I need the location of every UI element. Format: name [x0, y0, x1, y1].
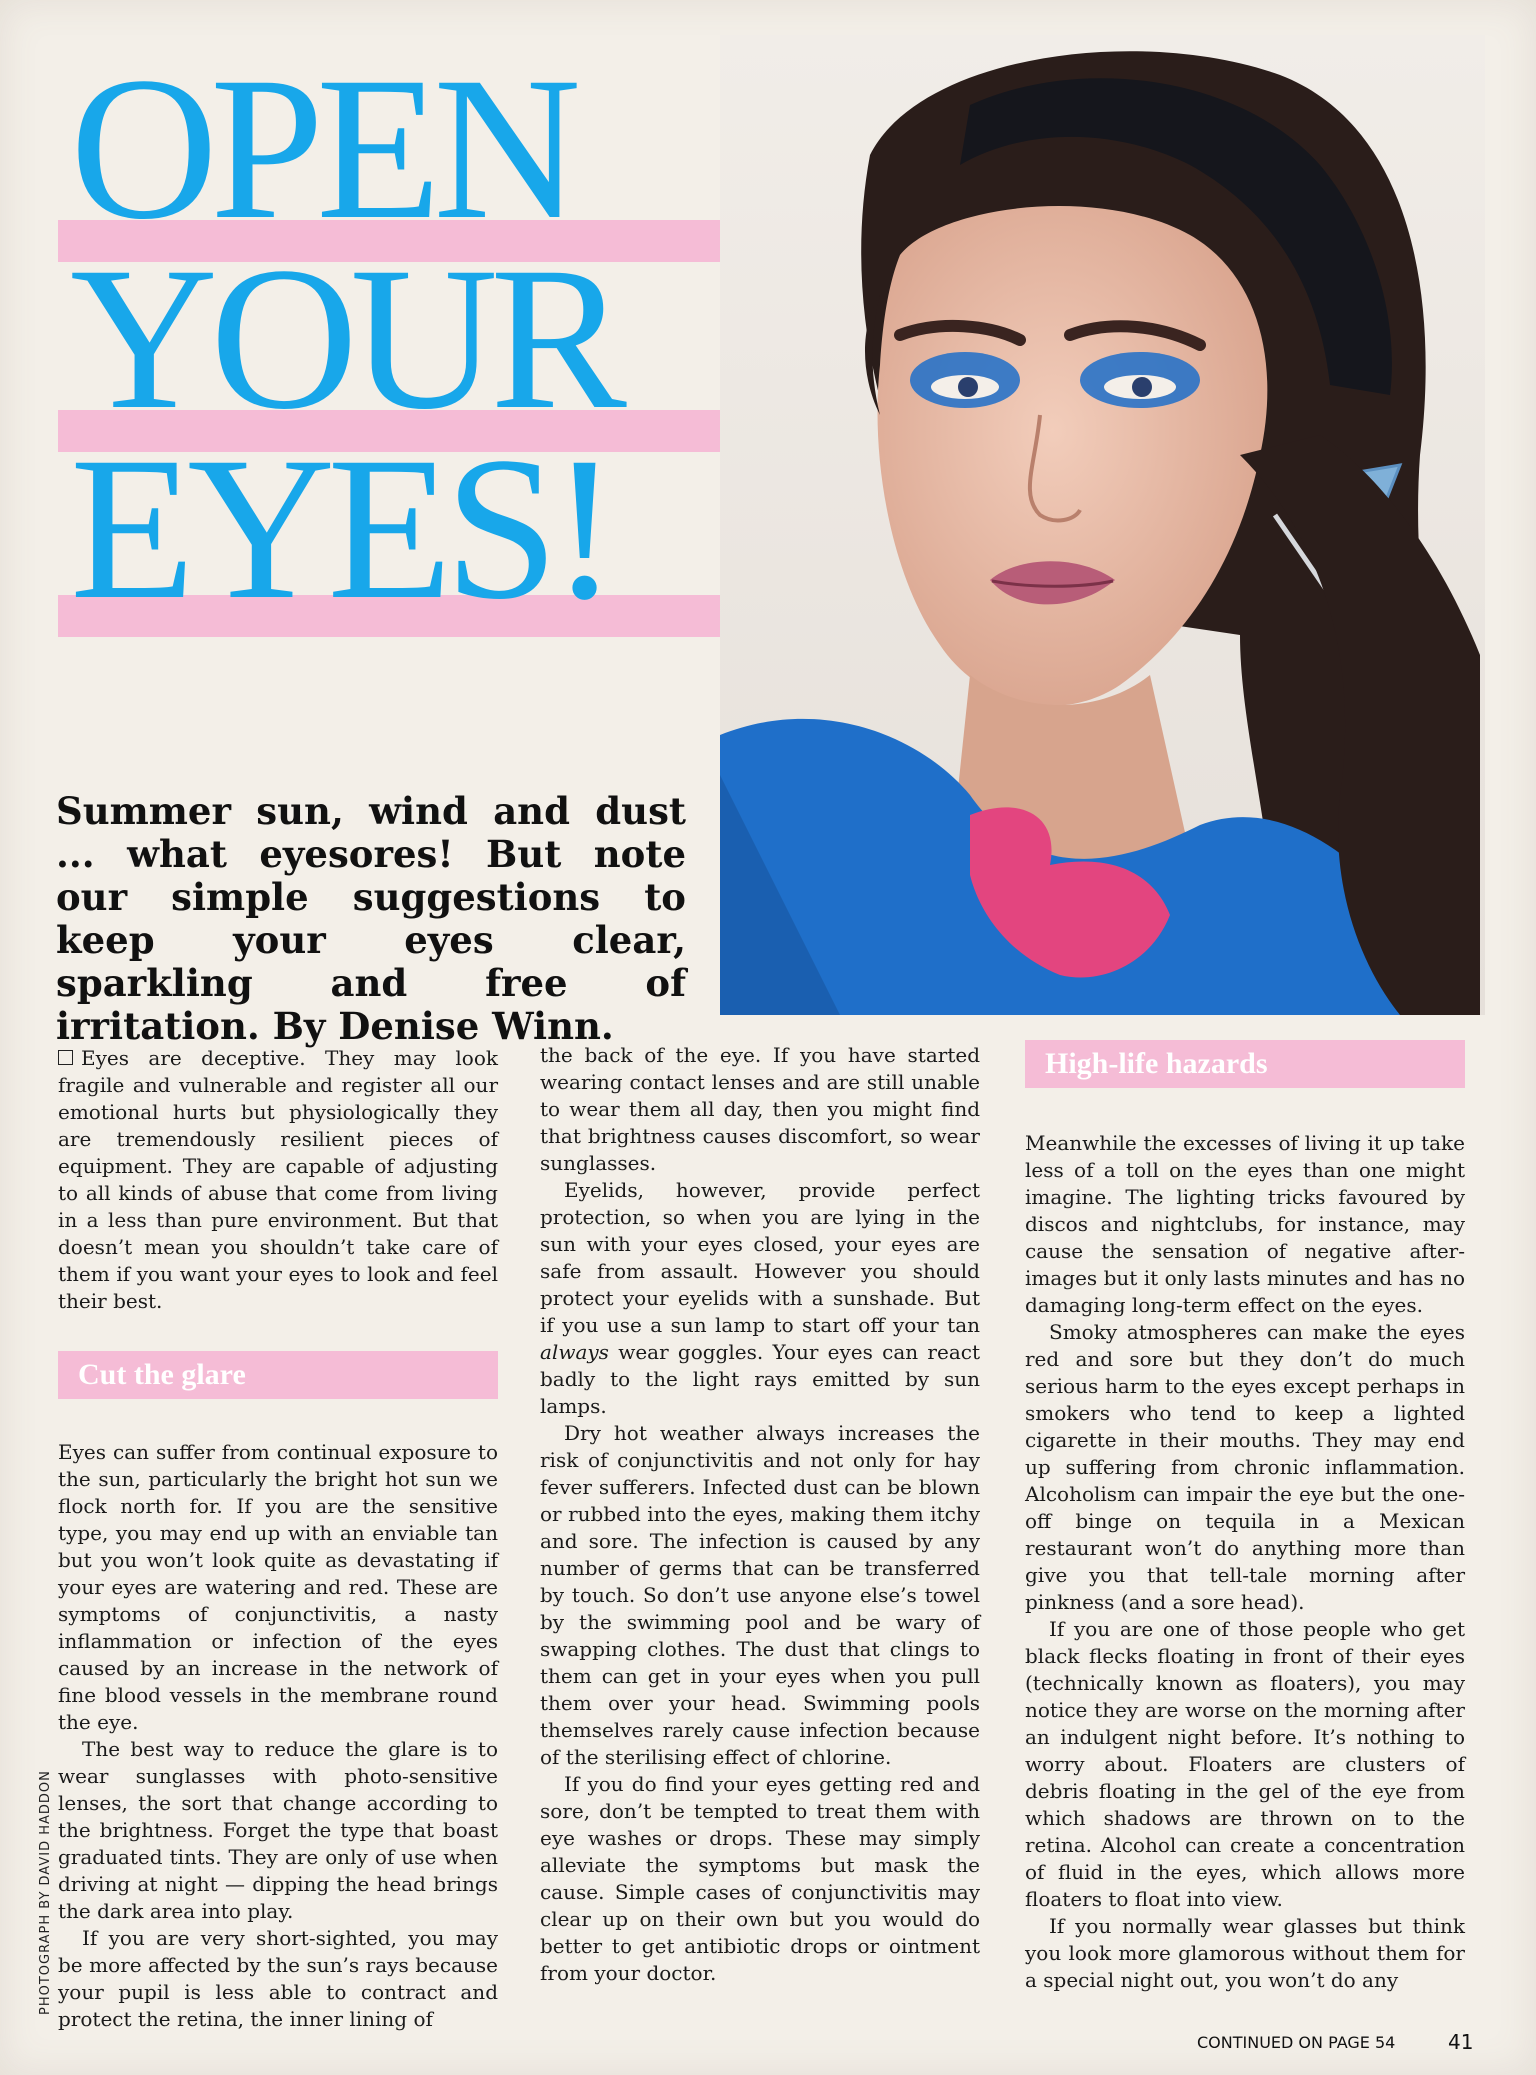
- page-number: 41: [1448, 2030, 1474, 2054]
- paragraph: If you are one of those people who get black flecks floating in front of their eyes (technically known as floaters), you may notice they are worse on the morning after an indulgent night before. It’s nothing to worry about. Floaters are clusters of debris floating in the gel of the eye from which shadows are thrown on to the retina. Alcohol can create a concentration of fluid in the eyes, which allows more floaters to float into view.: [1025, 1617, 1465, 1911]
- paragraph-text: Eyelids, however, provide perfect protection, so when you are lying in the sun with your eyes closed, your eyes are safe from assault. However you should protect your eyelids with a sunshade. But if you use a sun lamp to start off your tan: [540, 1178, 980, 1337]
- column-1: [58, 1045, 498, 2033]
- headline-word: EYES!: [70, 415, 611, 642]
- portrait-illustration: [720, 35, 1485, 1015]
- paragraph-text: Eyes are deceptive. They may look fragile and vulnerable and register all our emotional hurts but physiologically they are tremendously resilient pieces of equipment. They are capable of adjusting to all kinds of abuse that come from living in a less than pure environment. But that doesn’t mean you shouldn’t take care of them if you want your eyes to look and feel their best.: [58, 1046, 498, 1313]
- paragraph: If you normally wear glasses but think you look more glamorous without them for a special night out, you won’t do any: [1025, 1914, 1465, 1992]
- paragraph: the back of the eye. If you have started wearing contact lenses and are still unable to wear them all day, then you might find that brightness causes discomfort, so wear sunglasses.: [540, 1043, 980, 1175]
- continued-note: CONTINUED ON PAGE 54: [1197, 2033, 1396, 2052]
- column-3: [1025, 1040, 1465, 1994]
- paragraph-text: wear goggles. Your eyes can react badly to the light rays emitted by sun lamps.: [540, 1340, 980, 1418]
- headline-line-3: [50, 415, 730, 642]
- box-bullet-icon: [58, 1050, 73, 1065]
- column-2: [540, 1042, 980, 1987]
- headline-line-1: [50, 35, 730, 262]
- portrait-photo: [720, 35, 1485, 1015]
- standfirst: Summer sun, wind and dust ... what eyesores! But note our simple suggestions to keep your eyes clear, sparkling and free of irritation. By Denise Winn.: [56, 789, 686, 1048]
- paragraph: Dry hot weather always increases the risk of conjunctivitis and not only for hay fever sufferers. Infected dust can be blown or rubbed into the eyes, making them itchy and sore. The infection is caused by any number of germs that can be transferred by touch. So don’t use anyone else’s towel by the swimming pool and be wary of swapping clothes. The dust that clings to them can get in your eyes when you pull them over your head. Swimming pools themselves rarely cause infection because of the sterilising effect of chlorine.: [540, 1421, 980, 1769]
- paragraph: [58, 1045, 498, 1315]
- paragraph: If you are very short-sighted, you may be more affected by the sun’s rays because your pupil is less able to contract and protect the retina, the inner lining of: [58, 1926, 498, 2031]
- paragraph: The best way to reduce the glare is to wear sunglasses with photo-sensitive lenses, the sort that change according to the brightness. Forget the type that boast graduated tints. They are only of use when driving at night — dipping the head brings the dark area into play.: [58, 1737, 498, 1923]
- emphasis-text: always: [540, 1340, 609, 1364]
- paragraph: [540, 1177, 980, 1420]
- headline: [50, 35, 730, 642]
- subhead-cut-the-glare: Cut the glare: [58, 1351, 498, 1399]
- paragraph: Meanwhile the excesses of living it up take less of a toll on the eyes than one might imagine. The lighting tricks favoured by discos and nightclubs, for instance, may cause the sensation of negative after-images but it only lasts minutes and has no damaging long-term effect on the eyes.: [1025, 1131, 1465, 1317]
- paragraph: Eyes can suffer from continual exposure to the sun, particularly the bright hot sun we flock north for. If you are the sensitive type, you may end up with an enviable tan but you won’t look quite as devastating if your eyes are watering and red. These are symptoms of conjunctivitis, a nasty inflammation or infection of the eyes caused by an increase in the network of fine blood vessels in the membrane round the eye.: [58, 1440, 498, 1734]
- headline-line-2: [50, 225, 730, 452]
- headline-word: OPEN: [70, 35, 574, 262]
- paragraph: If you do find your eyes getting red and sore, don’t be tempted to treat them with eye washes or drops. These may simply alleviate the symptoms but mask the cause. Simple cases of conjunctivitis may clear up on their own but you would do better to get antibiotic drops or ointment from your doctor.: [540, 1772, 980, 1985]
- paragraph: Smoky atmospheres can make the eyes red and sore but they don’t do much serious harm to the eyes except perhaps in smokers who tend to keep a lighted cigarette in their mouths. They may end up suffering from chronic inflammation. Alcoholism can impair the eye but the one-off binge on tequila in a Mexican restaurant won’t do anything more than give you that tell-tale morning after pinkness (and a sore head).: [1025, 1320, 1465, 1614]
- headline-word: YOUR: [70, 225, 619, 452]
- subhead-high-life-hazards: High-life hazards: [1025, 1040, 1465, 1088]
- photo-credit: PHOTOGRAPH BY DAVID HADDON: [38, 1770, 53, 2015]
